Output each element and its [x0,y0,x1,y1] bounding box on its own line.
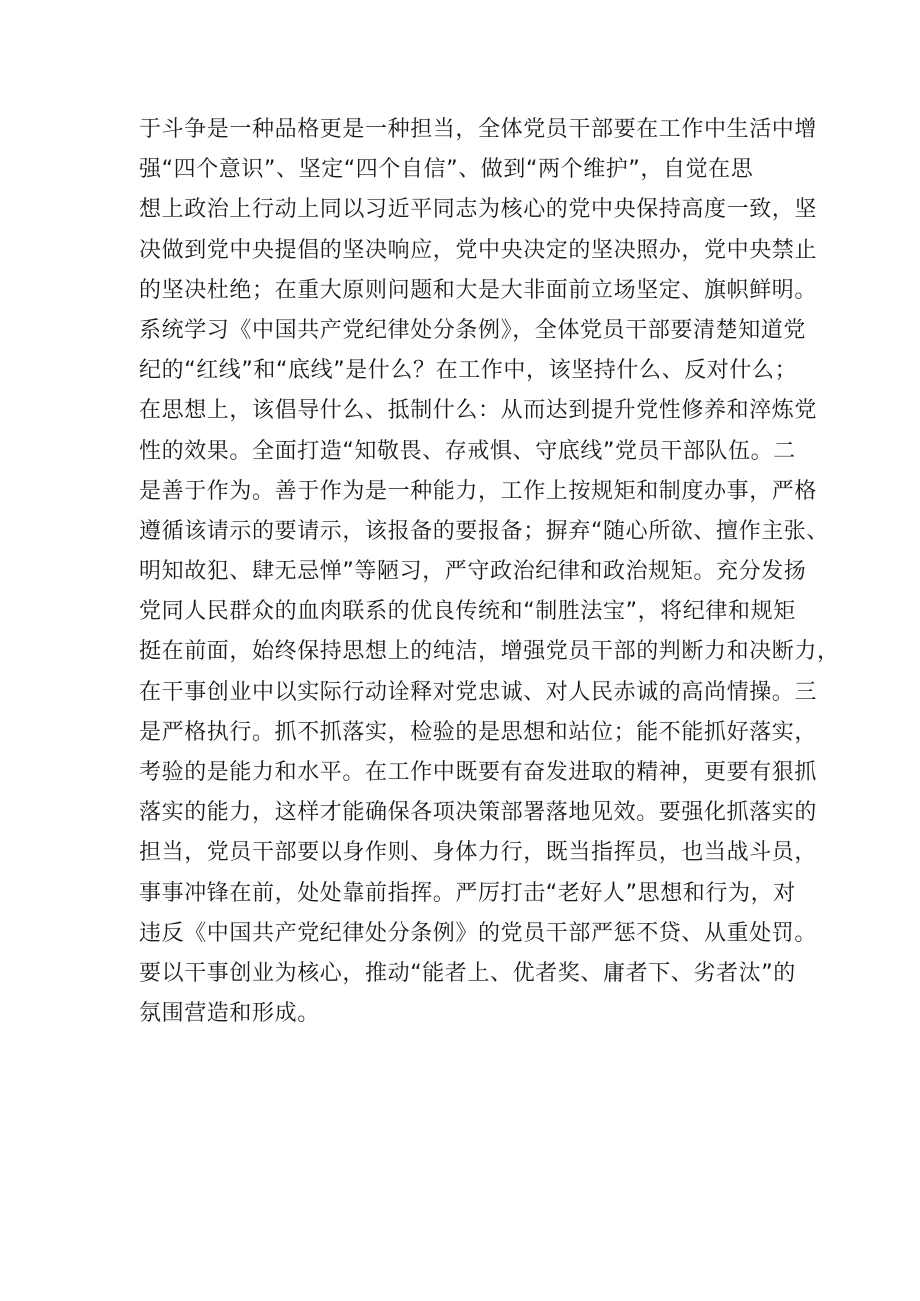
text-line: 落实的能力，这样才能确保各项决策部署落地见效。要强化抓落实的 [139,800,818,826]
text-line: 要以干事创业为核心，推动“能者上、优者奖、庸者下、劣者汰”的 [139,960,796,986]
text-line: 事事冲锋在前，处处靠前指挥。严厉打击“老好人”思想和行为，对 [139,880,796,906]
text-line: 强“四个意识”、坚定“四个自信”、做到“两个维护”，自觉在思 [139,157,754,183]
text-line: 决做到党中央提倡的坚决响应，党中央决定的坚决照办，党中央禁止 [139,237,818,263]
text-line: 担当，党员干部要以身作则、身体力行，既当指挥员，也当战斗员， [139,840,818,866]
text-line: 的坚决杜绝；在重大原则问题和大是大非面前立场坚定、旗帜鲜明。 [139,277,818,303]
text-line: 是善于作为。善于作为是一种能力，工作上按规矩和制度办事，严格 [139,478,818,504]
text-line: 性的效果。全面打造“知敬畏、存戒惧、守底线”党员干部队伍。二 [139,438,796,464]
text-line: 违反《中国共产党纪律处分条例》的党员干部严惩不贷、从重处罚。 [139,920,818,946]
text-line: 在思想上，该倡导什么、抵制什么：从而达到提升党性修养和淬炼党 [139,398,818,424]
text-line: 于斗争是一种品格更是一种担当，全体党员干部要在工作中生活中增 [139,117,818,142]
text-line: 党同人民群众的血肉联系的优良传统和“制胜法宝”，将纪律和规矩 [139,599,796,625]
text-line: 想上政治上行动上同以习近平同志为核心的党中央保持高度一致，坚 [139,197,818,223]
text-line: 考验的是能力和水平。在工作中既要有奋发进取的精神，更要有狠抓 [139,760,818,785]
text-line: 系统学习《中国共产党纪律处分条例》，全体党员干部要清楚知道党 [139,317,807,343]
text-line: 遵循该请示的要请示，该报备的要报备；摒弃“随心所欲、擅作主张、 [139,518,829,544]
text-line: 明知故犯、肆无忌惮”等陋习，严守政治纪律和政治规矩。充分发扬 [139,559,807,585]
body-paragraph [139,110,840,1034]
text-line: 在干事创业中以实际行动诠释对党忠诚、对人民赤诚的高尚情操。三 [139,679,818,705]
text-line: 是严格执行。抓不抓落实，检验的是思想和站位；能不能抓好落实， [139,719,818,745]
text-line: 氛围营造和形成。 [139,1001,320,1027]
text-line: 挺在前面，始终保持思想上的纯洁，增强党员干部的判断力和决断力， [139,639,840,665]
text-line: 纪的“红线”和“底线”是什么？在工作中，该坚持什么、反对什么； [139,358,798,384]
